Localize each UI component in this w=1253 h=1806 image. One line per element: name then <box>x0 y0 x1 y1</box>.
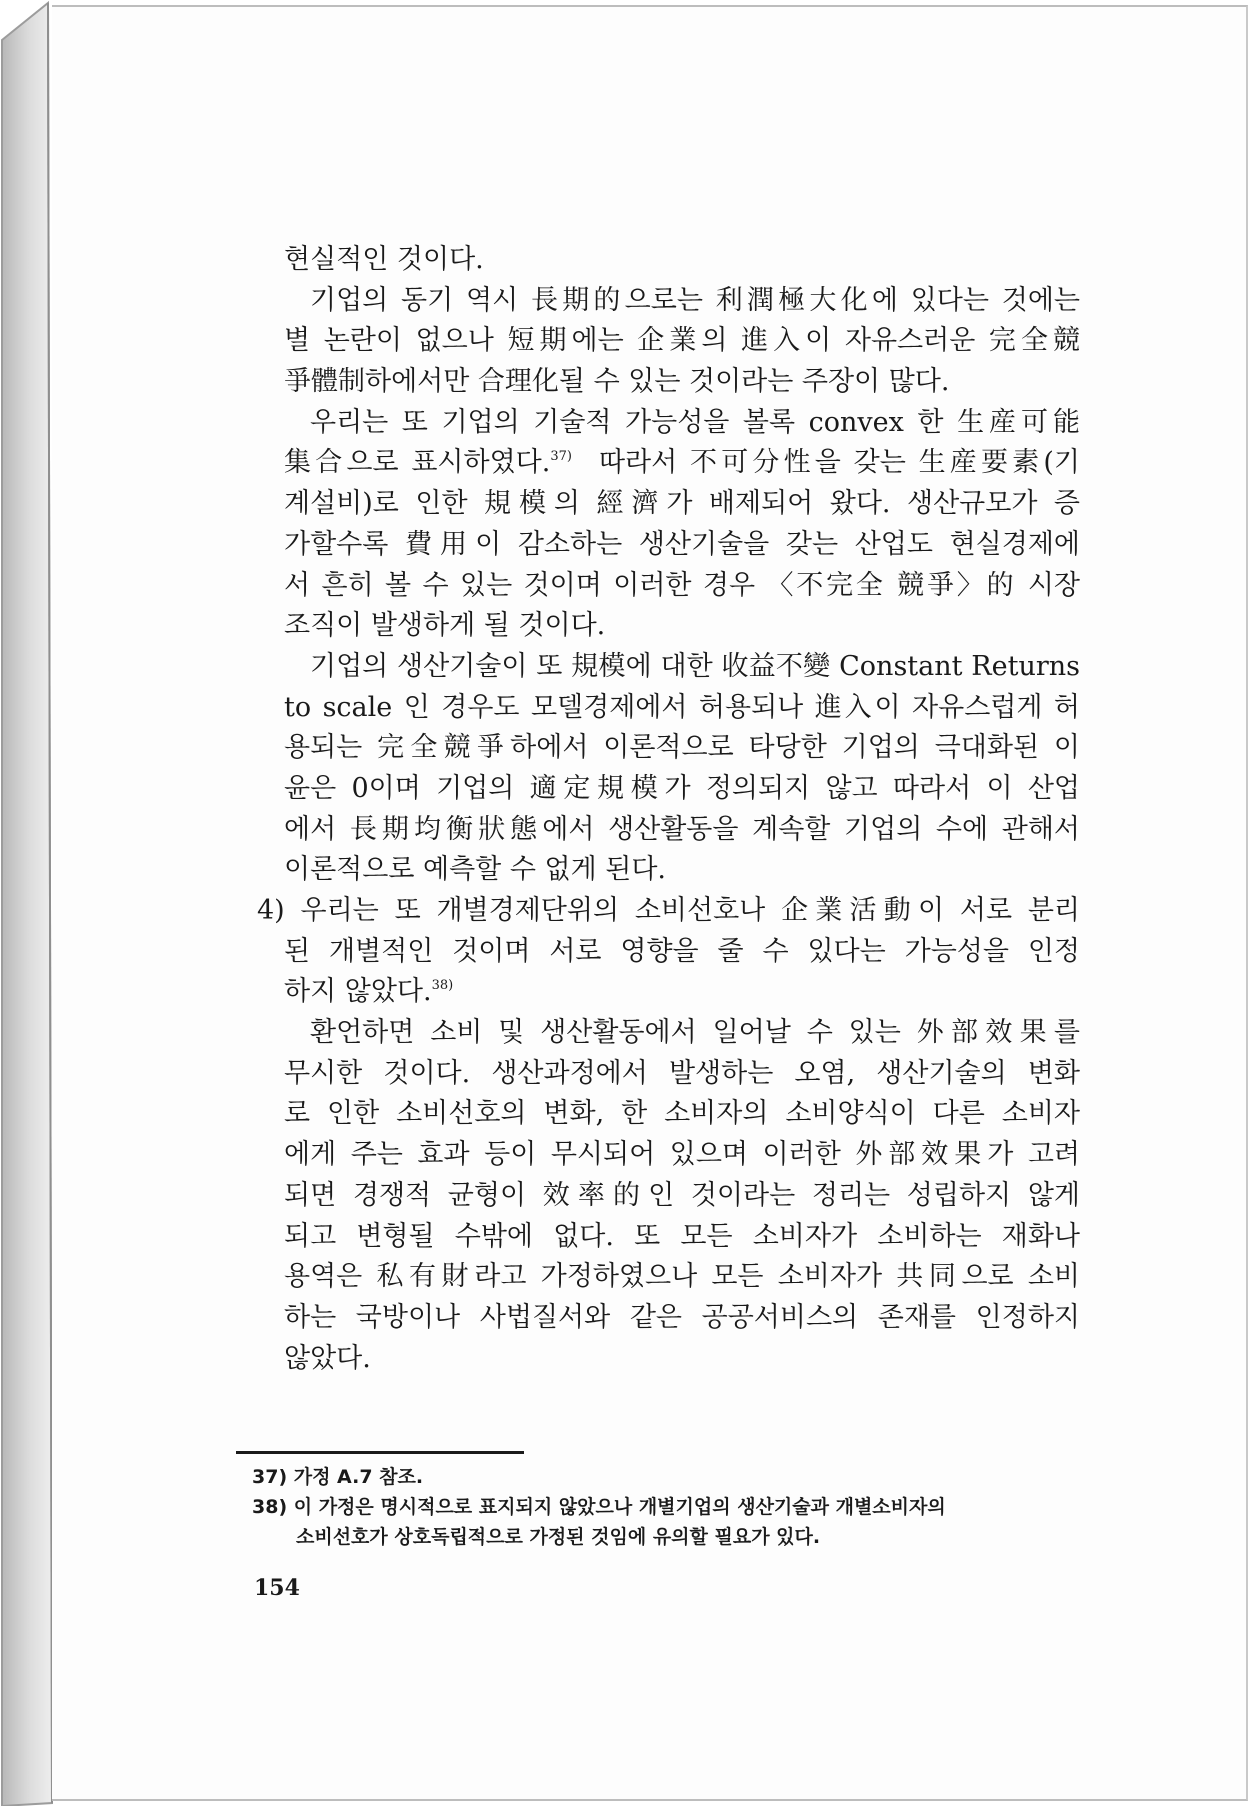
body-line: 환언하면 소비 및 생산활동에서 일어날 수 있는 外部效果를 <box>310 1017 1080 1049</box>
footnotes <box>252 1462 1080 1552</box>
body-line-with-footnote <box>284 443 1080 484</box>
body-line: 에게 주는 효과 등이 무시되어 있으며 이러한 外部效果가 고려 <box>284 1139 1080 1171</box>
body-line: 되면 경쟁적 균형이 效率的인 것이라는 정리는 성립하지 않게 <box>284 1179 1080 1211</box>
body-line: 계설비)로 인한 規模의 經濟가 배제되어 왔다. 생산규모가 증 <box>284 488 1080 520</box>
body-line: 조직이 발생하게 될 것이다. <box>284 610 606 642</box>
footnote-ref-38: 38) <box>431 978 454 994</box>
body-line: 우리는 또 기업의 기술적 가능성을 볼록 convex 한 生産可能 <box>310 406 1080 438</box>
body-line-part: 하지 않았다. <box>284 976 432 1008</box>
body-line: 爭體制하에서만 合理化될 수 있는 것이라는 주장이 많다. <box>284 366 950 398</box>
page-number: 154 <box>254 1575 300 1601</box>
list-item-4: 4) 우리는 또 개별경제단위의 소비선호나 企業活動이 서로 분리 <box>257 895 1080 926</box>
body-line: 된 개별적인 것이며 서로 영향을 줄 수 있다는 가능성을 인정 <box>284 935 1080 967</box>
body-line: 별 논란이 없으나 短期에는 企業의 進入이 자유스러운 完全競 <box>284 325 1080 357</box>
body-line: 무시한 것이다. 생산과정에서 발생하는 오염, 생산기술의 변화 <box>284 1057 1080 1089</box>
body-line: 이론적으로 예측할 수 없게 된다. <box>284 854 666 886</box>
body-line: 가할수록 費用이 감소하는 생산기술을 갖는 산업도 현실경제에 <box>284 528 1080 560</box>
body-line: 현실적인 것이다. <box>284 244 484 275</box>
body-line: 되고 변형될 수밖에 없다. 또 모든 소비자가 소비하는 재화나 <box>284 1220 1080 1252</box>
body-line: 용역은 私有財라고 가정하였으나 모든 소비자가 共同으로 소비 <box>284 1261 1080 1293</box>
footnote-38: 38) 이 가정은 명시적으로 표지되지 않았으나 개별기업의 생산기술과 개별소비자의 <box>252 1496 946 1518</box>
footnote-37: 37) 가정 A.7 참조. <box>252 1466 424 1488</box>
body-line: 서 흔히 볼 수 있는 것이며 이러한 경우 〈不完全 競爭〉的 시장 <box>284 569 1080 601</box>
footnote-38-continued: 소비선호가 상호독립적으로 가정된 것임에 유의할 필요가 있다. <box>296 1526 821 1548</box>
footnote-divider <box>236 1451 524 1454</box>
body-line: 윤은 0이며 기업의 適定規模가 정의되지 않고 따라서 이 산업 <box>284 772 1080 804</box>
body-line-with-footnote <box>284 972 1080 1013</box>
body-line: 에서 長期均衡狀態에서 생산활동을 계속할 기업의 수에 관해서 <box>284 813 1080 845</box>
body-line: 기업의 동기 역시 長期的으로는 利潤極大化에 있다는 것에는 <box>310 284 1080 316</box>
body-line: 용되는 完全競爭하에서 이론적으로 타당한 기업의 극대화된 이 <box>284 732 1080 764</box>
body-line: 로 인한 소비선호의 변화, 한 소비자의 소비양식이 다른 소비자 <box>284 1098 1080 1130</box>
body-line: 하는 국방이나 사법질서와 같은 공공서비스의 존재를 인정하지 <box>284 1301 1080 1333</box>
body-text <box>257 240 1080 1379</box>
body-line-part: 따라서 不可分性을 갖는 生産要素(기 <box>598 447 1080 479</box>
body-line: to scale 인 경우도 모델경제에서 허용되나 進入이 자유스럽게 허 <box>284 691 1080 723</box>
body-line-part: 集合으로 표시하였다. <box>284 447 551 479</box>
body-line: 기업의 생산기술이 또 規模에 대한 收益不變 Constant Returns <box>310 650 1080 682</box>
footnote-ref-37: 37) <box>550 449 572 465</box>
body-line: 않았다. <box>284 1342 371 1374</box>
